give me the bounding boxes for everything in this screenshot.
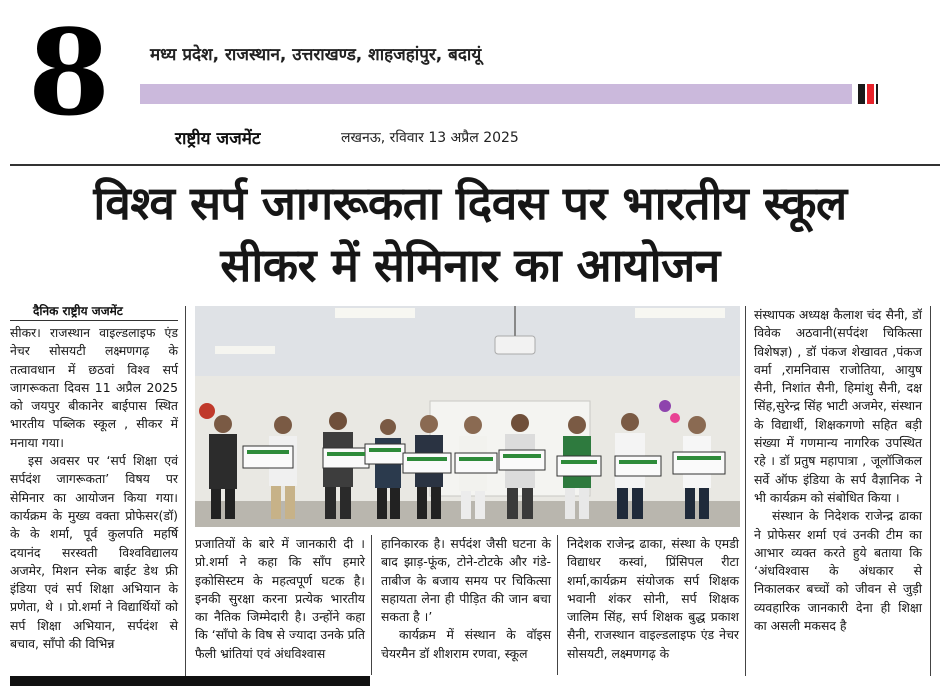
article-column-4 bbox=[567, 535, 739, 663]
group-photo-illustration bbox=[195, 306, 740, 527]
header-rule bbox=[10, 164, 940, 166]
byline-rule bbox=[10, 320, 178, 321]
headline bbox=[20, 172, 920, 296]
paragraph: संस्थान के निदेशक राजेन्द्र ढाका ने प्रोफेसर शर्मा एवं उनकी टीम का आभार व्यक्त करते हुये बताया कि ‘अंधविश्वास के अंधकार से निकालकर बच्चों को जीवन से जुड़ी व्यवहारिक जानकारी देना ही शिक्षा का असली मकसद है bbox=[754, 508, 922, 634]
header-flag-dark bbox=[876, 84, 878, 104]
paragraph: प्रजातियों के बारे में जानकारी दी । प्रो.शर्मा ने कहा कि साँप हमारे इकोसिस्टम के महत्वपूर्ण घटक है। इनकी सुरक्षा करना प्रत्येक भारतीय का नैतिक जिम्मेदारी है। उन्होंने कहा कि ‘साँपो के विष से ज्यादा उनके प्रति फैली भ्रांतियां एवं अंधविश्वास bbox=[195, 536, 365, 661]
header-flag-black bbox=[858, 84, 865, 104]
article-column-3 bbox=[381, 535, 551, 663]
column-divider bbox=[371, 535, 372, 675]
paragraph: संस्थापक अध्यक्ष कैलाश चंद सैनी, डॉ विवेक अठवानी(सर्पदंश चिकित्सा विशेषज्ञ) , डॉ पंकज शेखावत ,पंकज वर्मा ,रामनिवास राजोतिया, आयुष सैनी, निशांत सैनी, हिमांशु सैनी, दक्ष सिंह,सुरेन्द्र सिंह भाटी अजमेर, संस्थान के विद्यार्थी, शिक्षकगणो सहित बड़ी संख्या में गणमान्य नागरिक उपस्थित रहे । डॉ प्रतुष महापात्रा , जूलॉजिकल सर्वे ऑफ इंडिया के सर्प वैज्ञानिक ने भी कार्यक्रम को संबोधित किया । bbox=[754, 307, 922, 505]
paragraph: निदेशक राजेन्द्र ढाका, संस्था के एमडी विद्याधर कस्वां, प्रिंसिपल रीटा शर्मा,कार्यक्रम संयोजक सर्प शिक्षक भवानी शंकर सोनी, सर्प शिक्षक जालिम सिंह, सर्प शिक्षक बुद्ध प्रकाश सैनी, राजस्थान वाइल्डलाइफ एंड नेचर सोसयटी, लक्ष्मणगढ़ के bbox=[567, 536, 739, 661]
next-story-bar bbox=[10, 676, 370, 686]
paragraph: हानिकारक है। सर्पदंश जैसी घटना के बाद झाड़-फूंक, टोने-टोटके और गंडे-ताबीज के बजाय समय पर चिकित्सा सहायता लेना ही पीड़ित की जान बचा सकता है ।’ bbox=[381, 536, 551, 625]
column-divider bbox=[745, 306, 746, 676]
edition-regions: मध्य प्रदेश, राजस्थान, उत्तराखण्ड, शाहजहांपुर, बदायूं bbox=[150, 45, 482, 65]
column-divider bbox=[557, 535, 558, 675]
dateline: लखनऊ, रविवार 13 अप्रैल 2025 bbox=[341, 130, 519, 146]
page-number: 8 bbox=[28, 3, 111, 142]
header-color-bar bbox=[140, 84, 852, 104]
column-divider bbox=[930, 306, 931, 676]
article-column-1 bbox=[10, 324, 178, 653]
headline-line-1: विश्व सर्प जागरूकता दिवस पर भारतीय स्कूल bbox=[93, 176, 847, 230]
byline: दैनिक राष्ट्रीय जजमेंट bbox=[33, 304, 123, 318]
paragraph: कार्यक्रम में संस्थान के वॉइस चेयरमैन डॉ शीशराम रणवा, स्कूल bbox=[381, 627, 551, 661]
seminar-photo bbox=[195, 306, 740, 527]
article-column-2 bbox=[195, 535, 365, 663]
paragraph: सीकर। राजस्थान वाइल्डलाइफ एंड नेचर सोसयटी लक्ष्मणगढ़ के तत्वावधान में छठवां विश्व सर्प जागरूकता दिवस 11 अप्रैल 2025 को जयपुर बीकानेर बाईपास स्थित भारतीय पब्लिक स्कूल , सीकर में मनाया गया। bbox=[10, 325, 178, 450]
article-column-5 bbox=[754, 306, 922, 635]
header-flag-red bbox=[867, 84, 874, 104]
column-divider bbox=[185, 306, 186, 676]
paper-name: राष्ट्रीय जजमेंट bbox=[175, 129, 261, 149]
paragraph: इस अवसर पर ‘सर्प शिक्षा एवं सर्पदंश जागरूकता’ विषय पर सेमिनार का आयोजन किया गया। कार्यक्रम के मुख्य वक्ता प्रोफेसर(डॉ) के के शर्मा, पूर्व कुलपति महर्षि दयानंद सरस्वती विश्वविद्यालय अजमेर, मिशन स्नेक बाईट डेथ फ्री इंडिया एवं सर्प शिक्षा अभियान के प्रणेता, थे । प्रो.शर्मा ने विद्यार्थियों को सर्प शिक्षा अभियान, सर्पदंश से बचाव, साँपो की विभिन्न bbox=[10, 453, 178, 652]
headline-line-2: सीकर में सेमिनार का आयोजन bbox=[220, 238, 720, 292]
